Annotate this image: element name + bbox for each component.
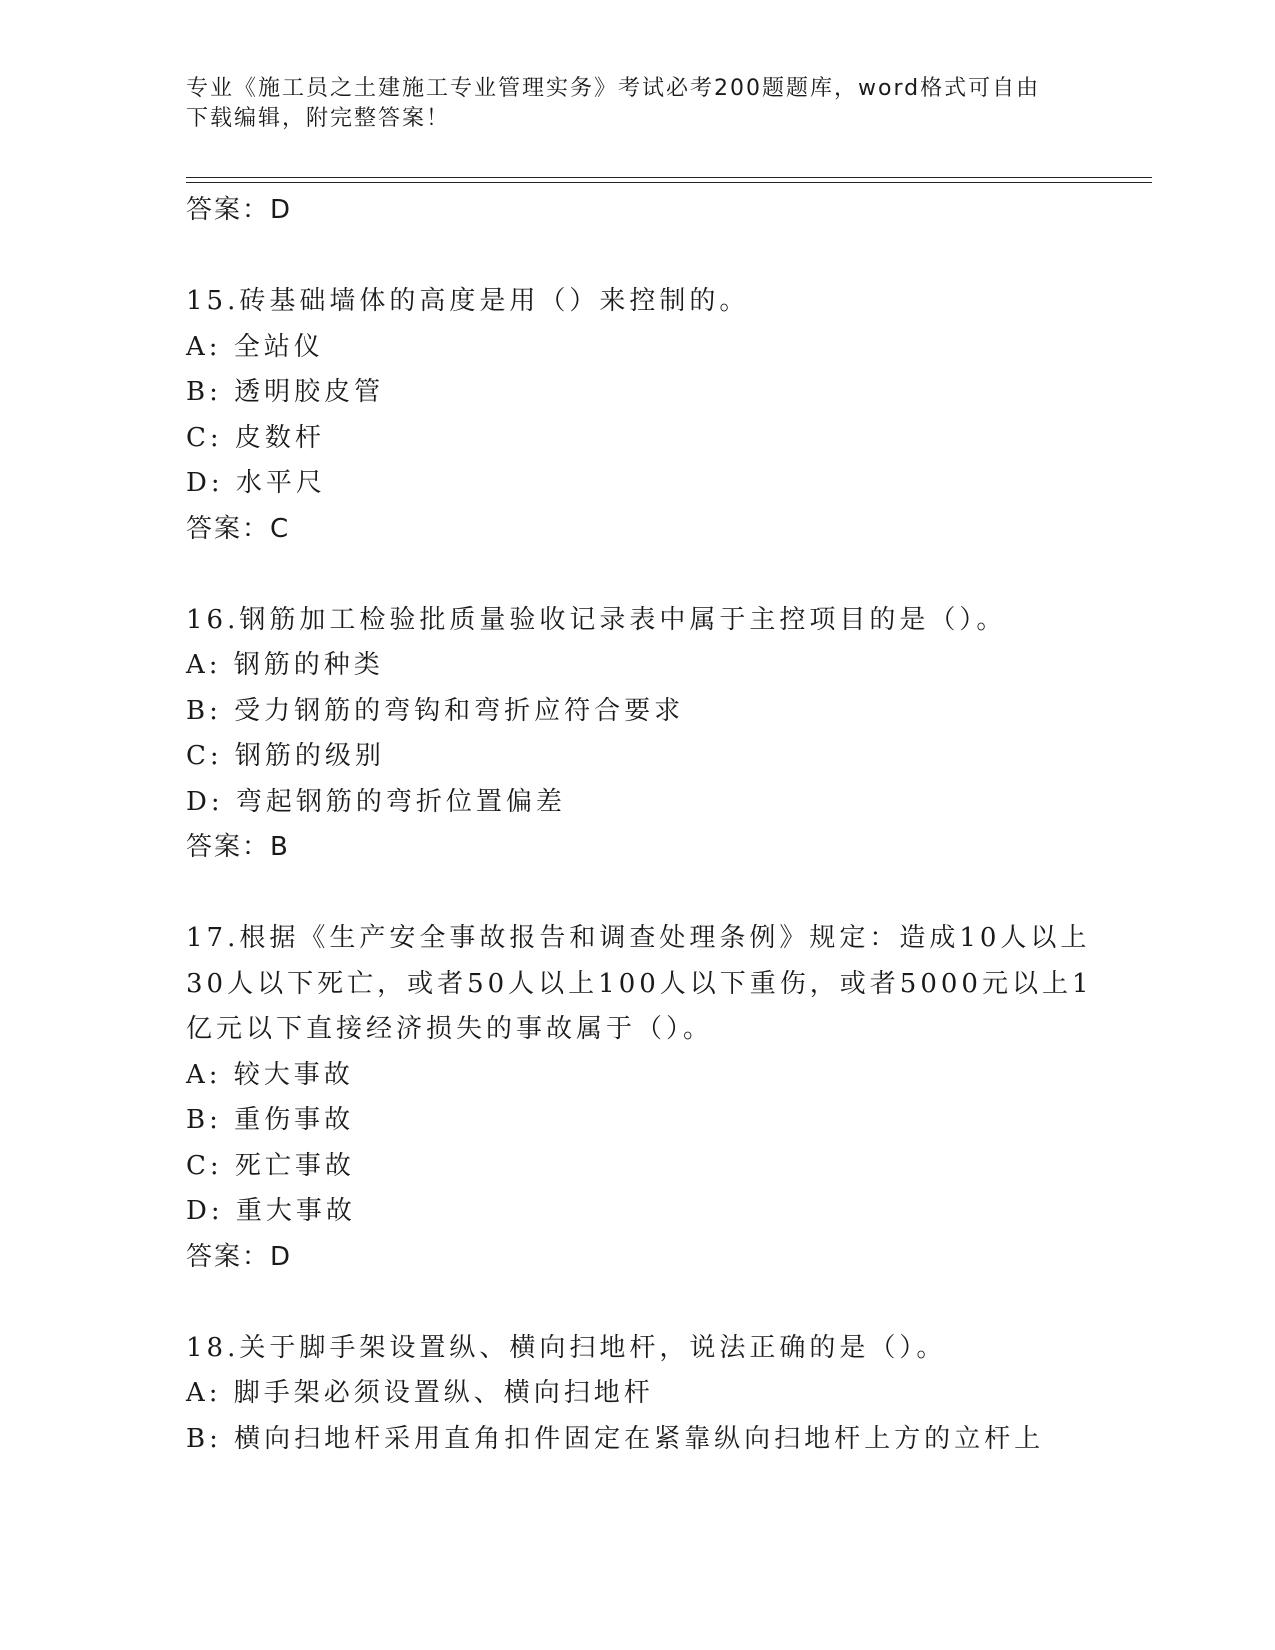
option-c: C: 钢筋的级别 <box>186 741 385 771</box>
answer-line: 答案：B <box>186 832 290 862</box>
header-line-1: 专业《施工员之土建施工专业管理实务》考试必考200题题库，word格式可自由 <box>186 76 1041 101</box>
header-divider-top <box>186 177 1152 178</box>
option-b: B: 透明胶皮管 <box>186 377 385 407</box>
option-d: D: 重大事故 <box>186 1196 356 1226</box>
answer-line: 答案：C <box>186 513 291 544</box>
option-d: D: 水平尺 <box>186 468 326 498</box>
question-block <box>186 279 1086 552</box>
spacer <box>186 1280 1086 1326</box>
option-b: B: 横向扫地杆采用直角扣件固定在紧靠纵向扫地杆上方的立杆上 <box>186 1423 1045 1454</box>
spacer <box>186 234 1086 280</box>
option-a: A: 全站仪 <box>186 331 324 362</box>
header-divider-bottom <box>186 182 1152 183</box>
question-stem-line-3: 亿元以下直接经济损失的事故属于（）。 <box>186 1014 714 1044</box>
question-stem: 15.砖基础墙体的高度是用（）来控制的。 <box>186 286 750 316</box>
question-stem-line-2: 30人以下死亡，或者50人以上100人以下重伤，或者5000元以上1 <box>186 968 1093 999</box>
question-list <box>186 188 1093 1462</box>
option-c: C: 死亡事故 <box>186 1150 355 1181</box>
option-d: D: 弯起钢筋的弯折位置偏差 <box>186 786 566 817</box>
answer-line: 答案：D <box>186 195 293 225</box>
option-a: A: 较大事故 <box>186 1059 354 1090</box>
option-b: B: 受力钢筋的弯钩和弯折应符合要求 <box>186 695 685 726</box>
option-c: C: 皮数杆 <box>186 422 325 453</box>
spacer <box>186 552 1086 598</box>
question-stem-line-1: 17.根据《生产安全事故报告和调查处理条例》规定：造成10人以上 <box>186 923 1091 953</box>
header-line-2: 下载编辑，附完整答案！ <box>186 106 451 131</box>
question-block <box>186 598 1086 871</box>
option-a: A: 钢筋的种类 <box>186 650 384 680</box>
option-a: A: 脚手架必须设置纵、横向扫地杆 <box>186 1378 654 1408</box>
question-stem: 16.钢筋加工检验批质量验收记录表中属于主控项目的是（）。 <box>186 604 1007 635</box>
question-block <box>186 1326 1086 1463</box>
spacer <box>186 871 1086 917</box>
answer-line: 答案：D <box>186 1241 293 1272</box>
question-block <box>186 916 1093 1280</box>
question-stem: 18.关于脚手架设置纵、横向扫地杆，说法正确的是（）。 <box>186 1332 947 1363</box>
option-b: B: 重伤事故 <box>186 1105 355 1135</box>
document-header <box>186 74 1066 134</box>
